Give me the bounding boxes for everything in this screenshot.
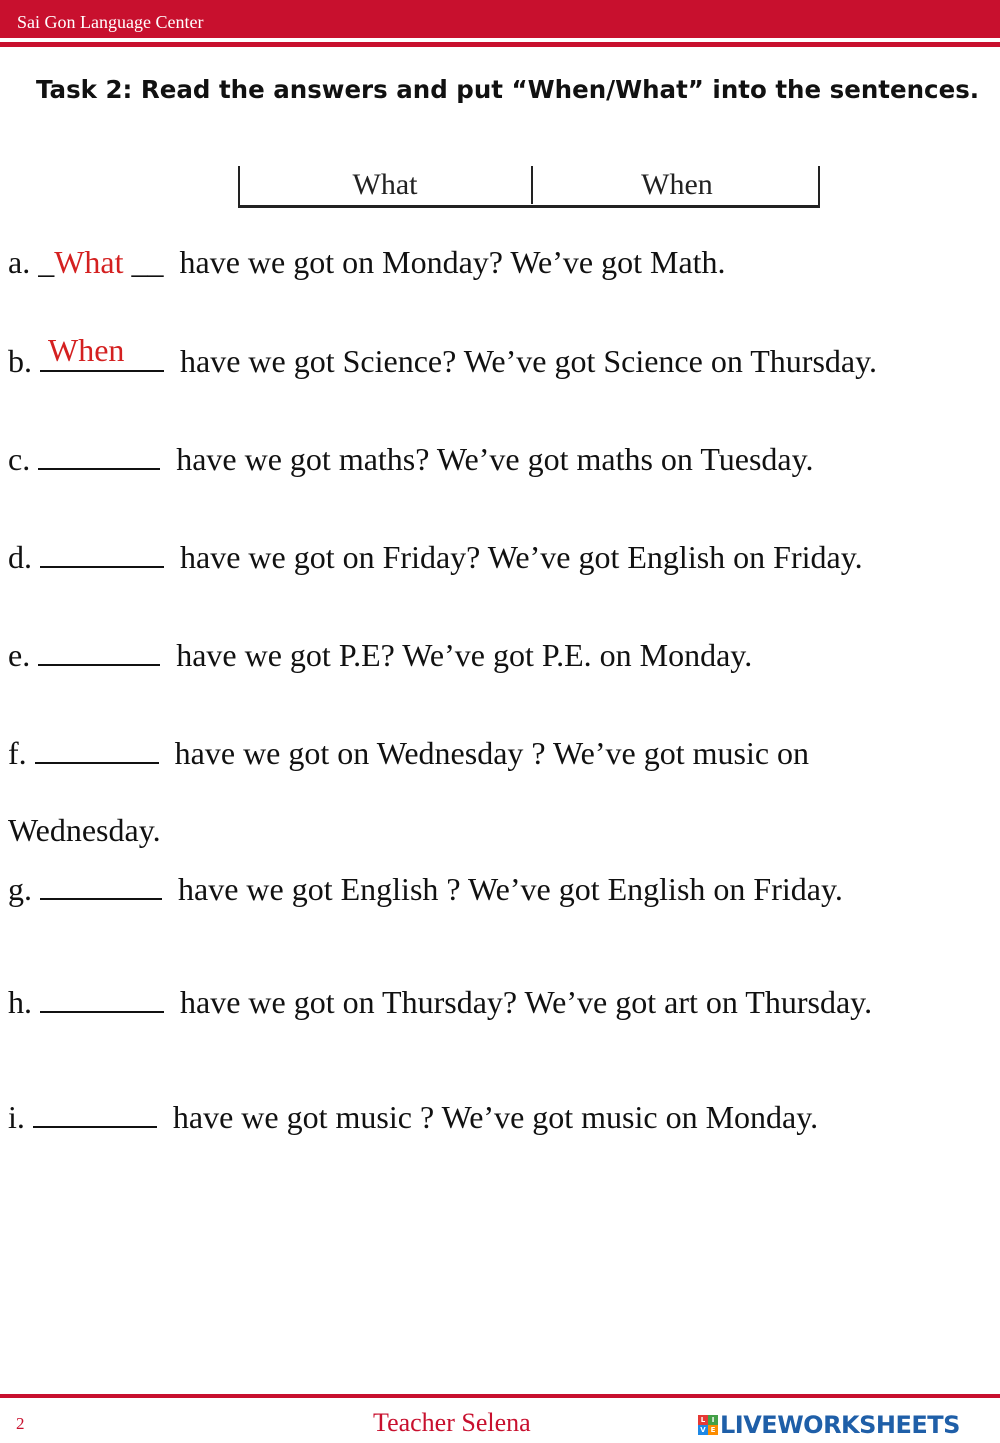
center-name: Sai Gon Language Center (17, 12, 204, 32)
question-d (8, 536, 863, 577)
answer-blank[interactable] (40, 981, 164, 1013)
question-text: have we got maths? We’ve got maths on Tuesday. (176, 441, 814, 477)
brand-name: LIVEWORKSHEETS (720, 1411, 960, 1439)
answer-input[interactable]: When (48, 332, 125, 368)
answer-blank[interactable] (38, 438, 160, 470)
question-label: a. (8, 244, 31, 280)
question-text: have we got English ? We’ve got English on Friday. (178, 871, 843, 907)
question-text: have we got music ? We’ve got music on Monday. (172, 1099, 819, 1135)
blank-suffix: __ (123, 244, 164, 280)
answer-blank[interactable] (40, 332, 164, 372)
logo-letter: E (708, 1425, 718, 1435)
answer-input[interactable]: What (54, 244, 124, 280)
word-box-option: What (352, 168, 418, 201)
question-c (8, 438, 814, 479)
header-divider (0, 42, 1000, 47)
blank-prefix: _ (38, 244, 55, 280)
question-f (8, 732, 809, 773)
question-text: have we got P.E? We’ve got P.E. on Monday. (176, 637, 753, 673)
answer-blank[interactable] (38, 634, 160, 666)
question-label: d. (8, 539, 32, 575)
question-e (8, 634, 752, 675)
question-text: have we got Science? We’ve got Science on Thursday. (180, 343, 878, 379)
question-text: have we got on Monday? We’ve got Math. (179, 244, 726, 280)
question-label: b. (8, 343, 32, 379)
question-a (8, 242, 726, 282)
liveworksheets-icon (698, 1415, 718, 1435)
question-f-continuation: Wednesday. (8, 812, 161, 848)
logo-letter: I (708, 1415, 718, 1425)
question-text: have we got on Wednesday ? We’ve got music on (174, 735, 810, 771)
word-box (238, 166, 820, 208)
header-bar (0, 0, 1000, 38)
answer-blank[interactable] (33, 1096, 157, 1128)
logo-letter: L (698, 1415, 708, 1425)
answer-blank[interactable] (40, 536, 164, 568)
question-label: g. (8, 871, 32, 907)
question-label: c. (8, 441, 31, 477)
question-label: f. (8, 735, 27, 771)
answer-blank[interactable] (40, 868, 162, 900)
question-b (8, 332, 878, 381)
question-g (8, 868, 843, 909)
question-i (8, 1096, 818, 1137)
question-label: e. (8, 637, 31, 673)
liveworksheets-logo[interactable] (698, 1408, 960, 1442)
question-text: have we got on Friday? We’ve got English on Friday. (180, 539, 863, 575)
word-box-option: When (531, 166, 821, 204)
footer-divider (0, 1394, 1000, 1398)
question-label: i. (8, 1099, 25, 1135)
question-label: h. (8, 984, 32, 1020)
question-text: have we got on Thursday? We’ve got art on Thursday. (180, 984, 873, 1020)
answer-blank[interactable] (35, 732, 159, 764)
question-h (8, 981, 872, 1022)
teacher-name: Teacher Selena (373, 1408, 531, 1437)
page-number: 2 (16, 1414, 25, 1433)
logo-letter: V (698, 1425, 708, 1435)
task-title: Task 2: Read the answers and put “When/What” into the sentences. (36, 75, 980, 104)
